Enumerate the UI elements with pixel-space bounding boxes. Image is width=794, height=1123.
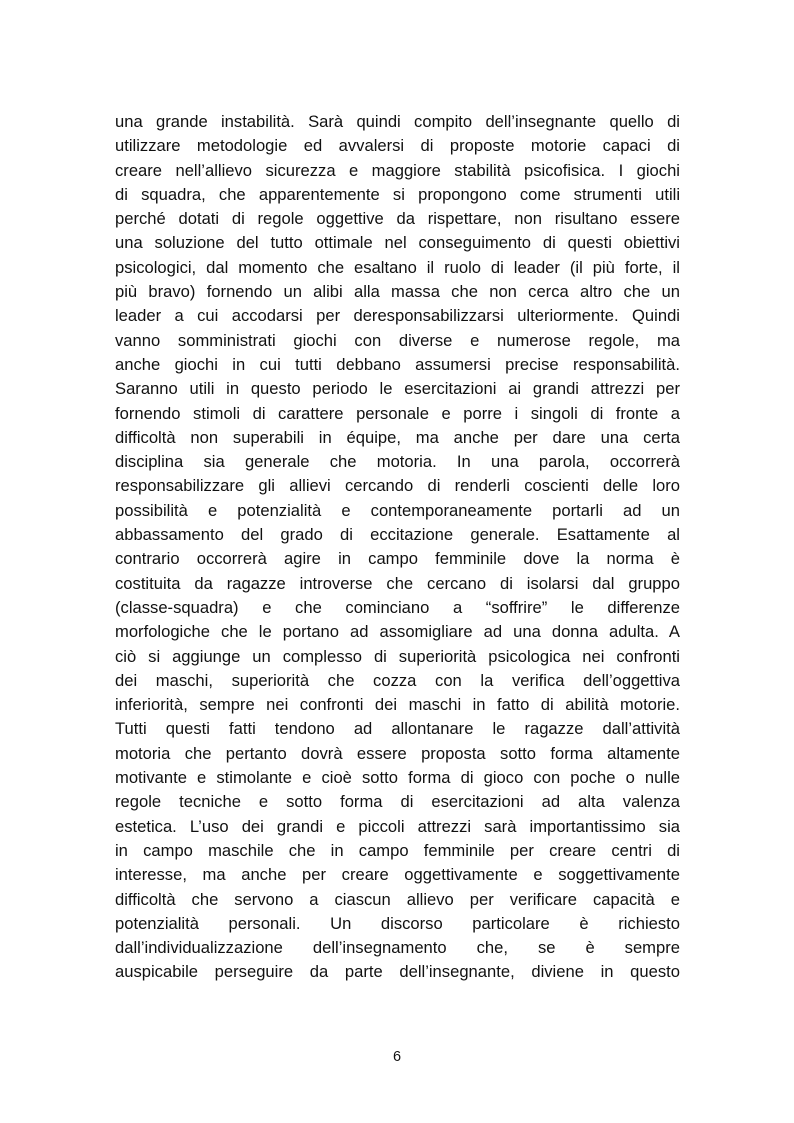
text-line: dei maschi, superiorità che cozza con la verifica dell’oggettiva [115,670,680,690]
text-line: difficoltà che servono a ciascun allievo per verificare capacità e [115,889,680,909]
text-line: interesse, ma anche per creare oggettivamente e soggettivamente [115,865,680,885]
text-line: psicologici, dal momento che esaltano il ruolo di leader (il più forte, il [115,257,680,277]
text-line: più bravo) fornendo un alibi alla massa che non cerca altro che un [115,282,680,302]
text-line: Tutti questi fatti tendono ad allontanare le ragazze dall’attività [115,719,680,739]
text-line: estetica. L’uso dei grandi e piccoli attrezzi sarà importantissimo sia [115,816,680,836]
text-line: in campo maschile che in campo femminile per creare centri di [115,840,680,860]
text-line: una soluzione del tutto ottimale nel conseguimento di questi obiettivi [115,233,680,253]
text-line: utilizzare metodologie ed avvalersi di proposte motorie capaci di [115,136,680,156]
text-line: (classe-squadra) e che cominciano a “soffrire” le differenze [115,597,680,617]
text-line: di squadra, che apparentemente si propongono come strumenti utili [115,184,680,204]
text-line: morfologiche che le portano ad assomigliare ad una donna adulta. A [115,622,680,642]
text-line: fornendo stimoli di carattere personale e porre i singoli di fronte a [115,403,680,423]
text-line: dall’individualizzazione dell’insegnamento che, se è sempre [115,938,680,958]
text-line: responsabilizzare gli allievi cercando di renderli coscienti delle loro [115,476,680,496]
text-line: possibilità e potenzialità e contemporaneamente portarli ad un [115,500,680,520]
text-line: perché dotati di regole oggettive da rispettare, non risultano essere [115,209,680,229]
body-paragraph [115,110,680,985]
text-line: ciò si aggiunge un complesso di superiorità psicologica nei confronti [115,646,680,666]
page-number: 6 [392,1049,402,1065]
text-line: difficoltà non superabili in équipe, ma anche per dare una certa [115,427,680,447]
text-line: Saranno utili in questo periodo le esercitazioni ai grandi attrezzi per [115,379,680,399]
text-line: vanno somministrati giochi con diverse e numerose regole, ma [115,330,680,350]
text-line: contrario occorrerà agire in campo femminile dove la norma è [115,549,680,569]
text-line: inferiorità, sempre nei confronti dei maschi in fatto di abilità motorie. [115,695,680,715]
text-line: costituita da ragazze introverse che cercano di isolarsi dal gruppo [115,573,680,593]
text-line: una grande instabilità. Sarà quindi compito dell’insegnante quello di [115,112,680,131]
text-line: abbassamento del grado di eccitazione generale. Esattamente al [115,525,680,545]
text-line: auspicabile perseguire da parte dell’insegnante, diviene in questo [115,962,680,982]
text-line: motivante e stimolante e cioè sotto forma di gioco con poche o nulle [115,768,680,788]
text-line: anche giochi in cui tutti debbano assumersi precise responsabilità. [115,354,680,374]
text-line: leader a cui accodarsi per deresponsabilizzarsi ulteriormente. Quindi [115,306,680,326]
text-line: creare nell’allievo sicurezza e maggiore stabilità psicofisica. I giochi [115,160,680,180]
text-line: regole tecniche e sotto forma di esercitazioni ad alta valenza [115,792,680,812]
text-line: disciplina sia generale che motoria. In una parola, occorrerà [115,452,680,472]
text-line: potenzialità personali. Un discorso particolare è richiesto [115,913,680,933]
text-line: motoria che pertanto dovrà essere proposta sotto forma altamente [115,743,680,763]
